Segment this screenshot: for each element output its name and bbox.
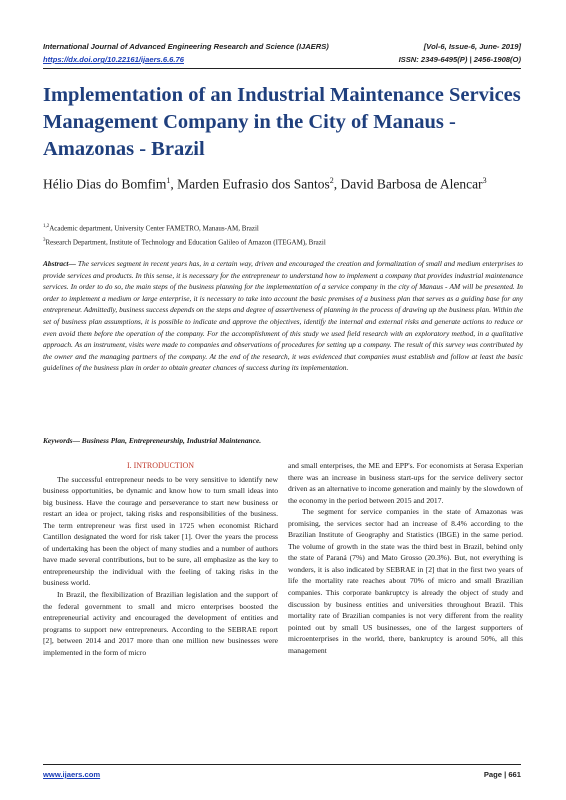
paper-title: Implementation of an Industrial Maintenance Services Management Company in the City of Manaus - Amazonas - Brazil xyxy=(43,84,521,160)
keywords: Keywords— Business Plan, Entrepreneurship, Industrial Maintenance. xyxy=(43,436,262,445)
doi-link[interactable]: https://dx.doi.org/10.22161/ijaers.6.6.76 xyxy=(43,55,184,64)
journal-name: International Journal of Advanced Engineering Research and Science (IJAERS) xyxy=(43,42,329,51)
doi-header xyxy=(43,55,521,64)
abstract-label: Abstract— xyxy=(43,259,76,268)
affiliation-1 xyxy=(43,222,533,233)
right-column xyxy=(288,460,523,656)
footer-rule xyxy=(43,764,521,765)
paragraph: and small enterprises, the ME and EPP's. For economists at Serasa Experian there was an increase in business start-ups for the service delivery sector driven as an alternative to income generation and mainly by the slowdown of the economy in the period between 2015 and 2017. xyxy=(288,461,523,505)
abstract-text: The services segment in recent years has, in a certain way, driven and encouraged the creation and formalization of small and medium enterprises to provide services and products. In this sense, it is necessary for the entrepreneur to understand how to implement a company that provides industrial maintenance services. In order to do so, the main steps of the business planning for the implementation of a service company in the city of Manaus - AM will be presented. In order to implement a medium or large enterprise, it is necessary to take into account the basic premises of a business plan that serves as a guiding base for any entrepreneur. Admittedly, business success depends on the steps and degree of assertiveness of planning in the process of drawing up the business plan. Within the set of business plan assumptions, it is possible to indicate and approve the objectives, identify the internal and external risks and generate actions to reduce or even avoid them before the operation of the company. For the accomplishment of this study we used field research with an exploratory method, in a qualitative approach. As an instrument, visits were made to companies and observations of procedures for setting up a company. The result of this survey was contributed by the owner and the managing partners of the company. At the end of the research, it was evidenced that companies must establish and follow at least the basic guidelines of the business plan in order to obtain greater chances of success during its implementation. xyxy=(43,259,523,373)
volume-info: [Vol-6, Issue-6, June- 2019] xyxy=(423,42,521,51)
affiliation-1-sup: 1,2 xyxy=(43,224,50,229)
journal-header xyxy=(43,42,521,51)
left-column xyxy=(43,460,278,658)
author-1-sup: 1 xyxy=(166,176,171,185)
header-rule xyxy=(43,68,521,69)
author-separator: , xyxy=(333,176,341,192)
author-separator: , xyxy=(170,176,178,192)
paragraph: The successful entrepreneur needs to be very sensitive to identify new business opportunities, be dynamic and know how to turn small ideas into big business. Have the courage and perseverance to start new business or restart an idea or project, taking risks and responsibilities of the business. The term entrepreneur was first used in 1725 when economist Richard Cantillon designated the word for risk taker [1]. Over the years the process of undertaking has been the object of many studies and a number of authors have made several contributions, but to be sure, all emphasize as the key to entrepreneurship the individual with the feeling of taking risks in the business world. xyxy=(43,474,278,588)
author-3: David Barbosa de Alencar xyxy=(340,176,483,192)
journal-url[interactable]: www.ijaers.com xyxy=(43,770,101,779)
paragraph: The segment for service companies in the state of Amazonas was promising, the services sector had an increase of 8.4% according to the Brazilian Institute of Geography and Statistics (IBGE) in the same period. The volume of growth in the state was the third best in Brazil, behind only the state of Paraná (7%) and Mato Grosso (20.3%). But, not everything is wonders, it is also indicated by SEBRAE in [2] that in the first two years of life the mortality rate reaches about 70% of micro and small Brazilian companies. This corporate bankruptcy is already the object of study and discussion by business entities and universities throughout Brazil. This mortality rate of Brazilian companies is not very different from the reality pointed out by small US businesses, one of the largest supporters of microenterprises in the world, there, bankruptcy is around 50%, all this management xyxy=(288,507,523,655)
author-2: Marden Eufrasio dos Santos xyxy=(177,176,330,192)
issn-info: ISSN: 2349-6495(P) | 2456-1908(O) xyxy=(398,55,521,64)
author-2-sup: 2 xyxy=(329,176,334,185)
paragraph: In Brazil, the flexibilization of Brazilian legislation and the support of the federal government to small and micro enterprises boosted the entrepreneurial activity and encouraged the development of entities and programs to support new entrepreneurs. According to the SEBRAE report [2], between 2014 and 2017 more than one million new businesses were implemented in the form of micro xyxy=(43,590,278,657)
author-3-sup: 3 xyxy=(482,176,487,185)
author-list xyxy=(43,171,533,194)
affiliation-2-sup: 3 xyxy=(43,238,46,243)
abstract xyxy=(43,258,523,374)
author-1: Hélio Dias do Bomfim xyxy=(43,176,167,192)
page-footer xyxy=(43,770,521,779)
section-heading: I. INTRODUCTION xyxy=(126,461,195,470)
page-number: Page | 661 xyxy=(483,770,521,779)
affiliation-2-text: Research Department, Institute of Technology and Education Galileo of Amazon (ITEGAM), Brazil xyxy=(45,238,326,247)
affiliation-1-text: Academic department, University Center FAMETRO, Manaus-AM, Brazil xyxy=(49,224,259,233)
affiliation-2 xyxy=(43,236,533,247)
